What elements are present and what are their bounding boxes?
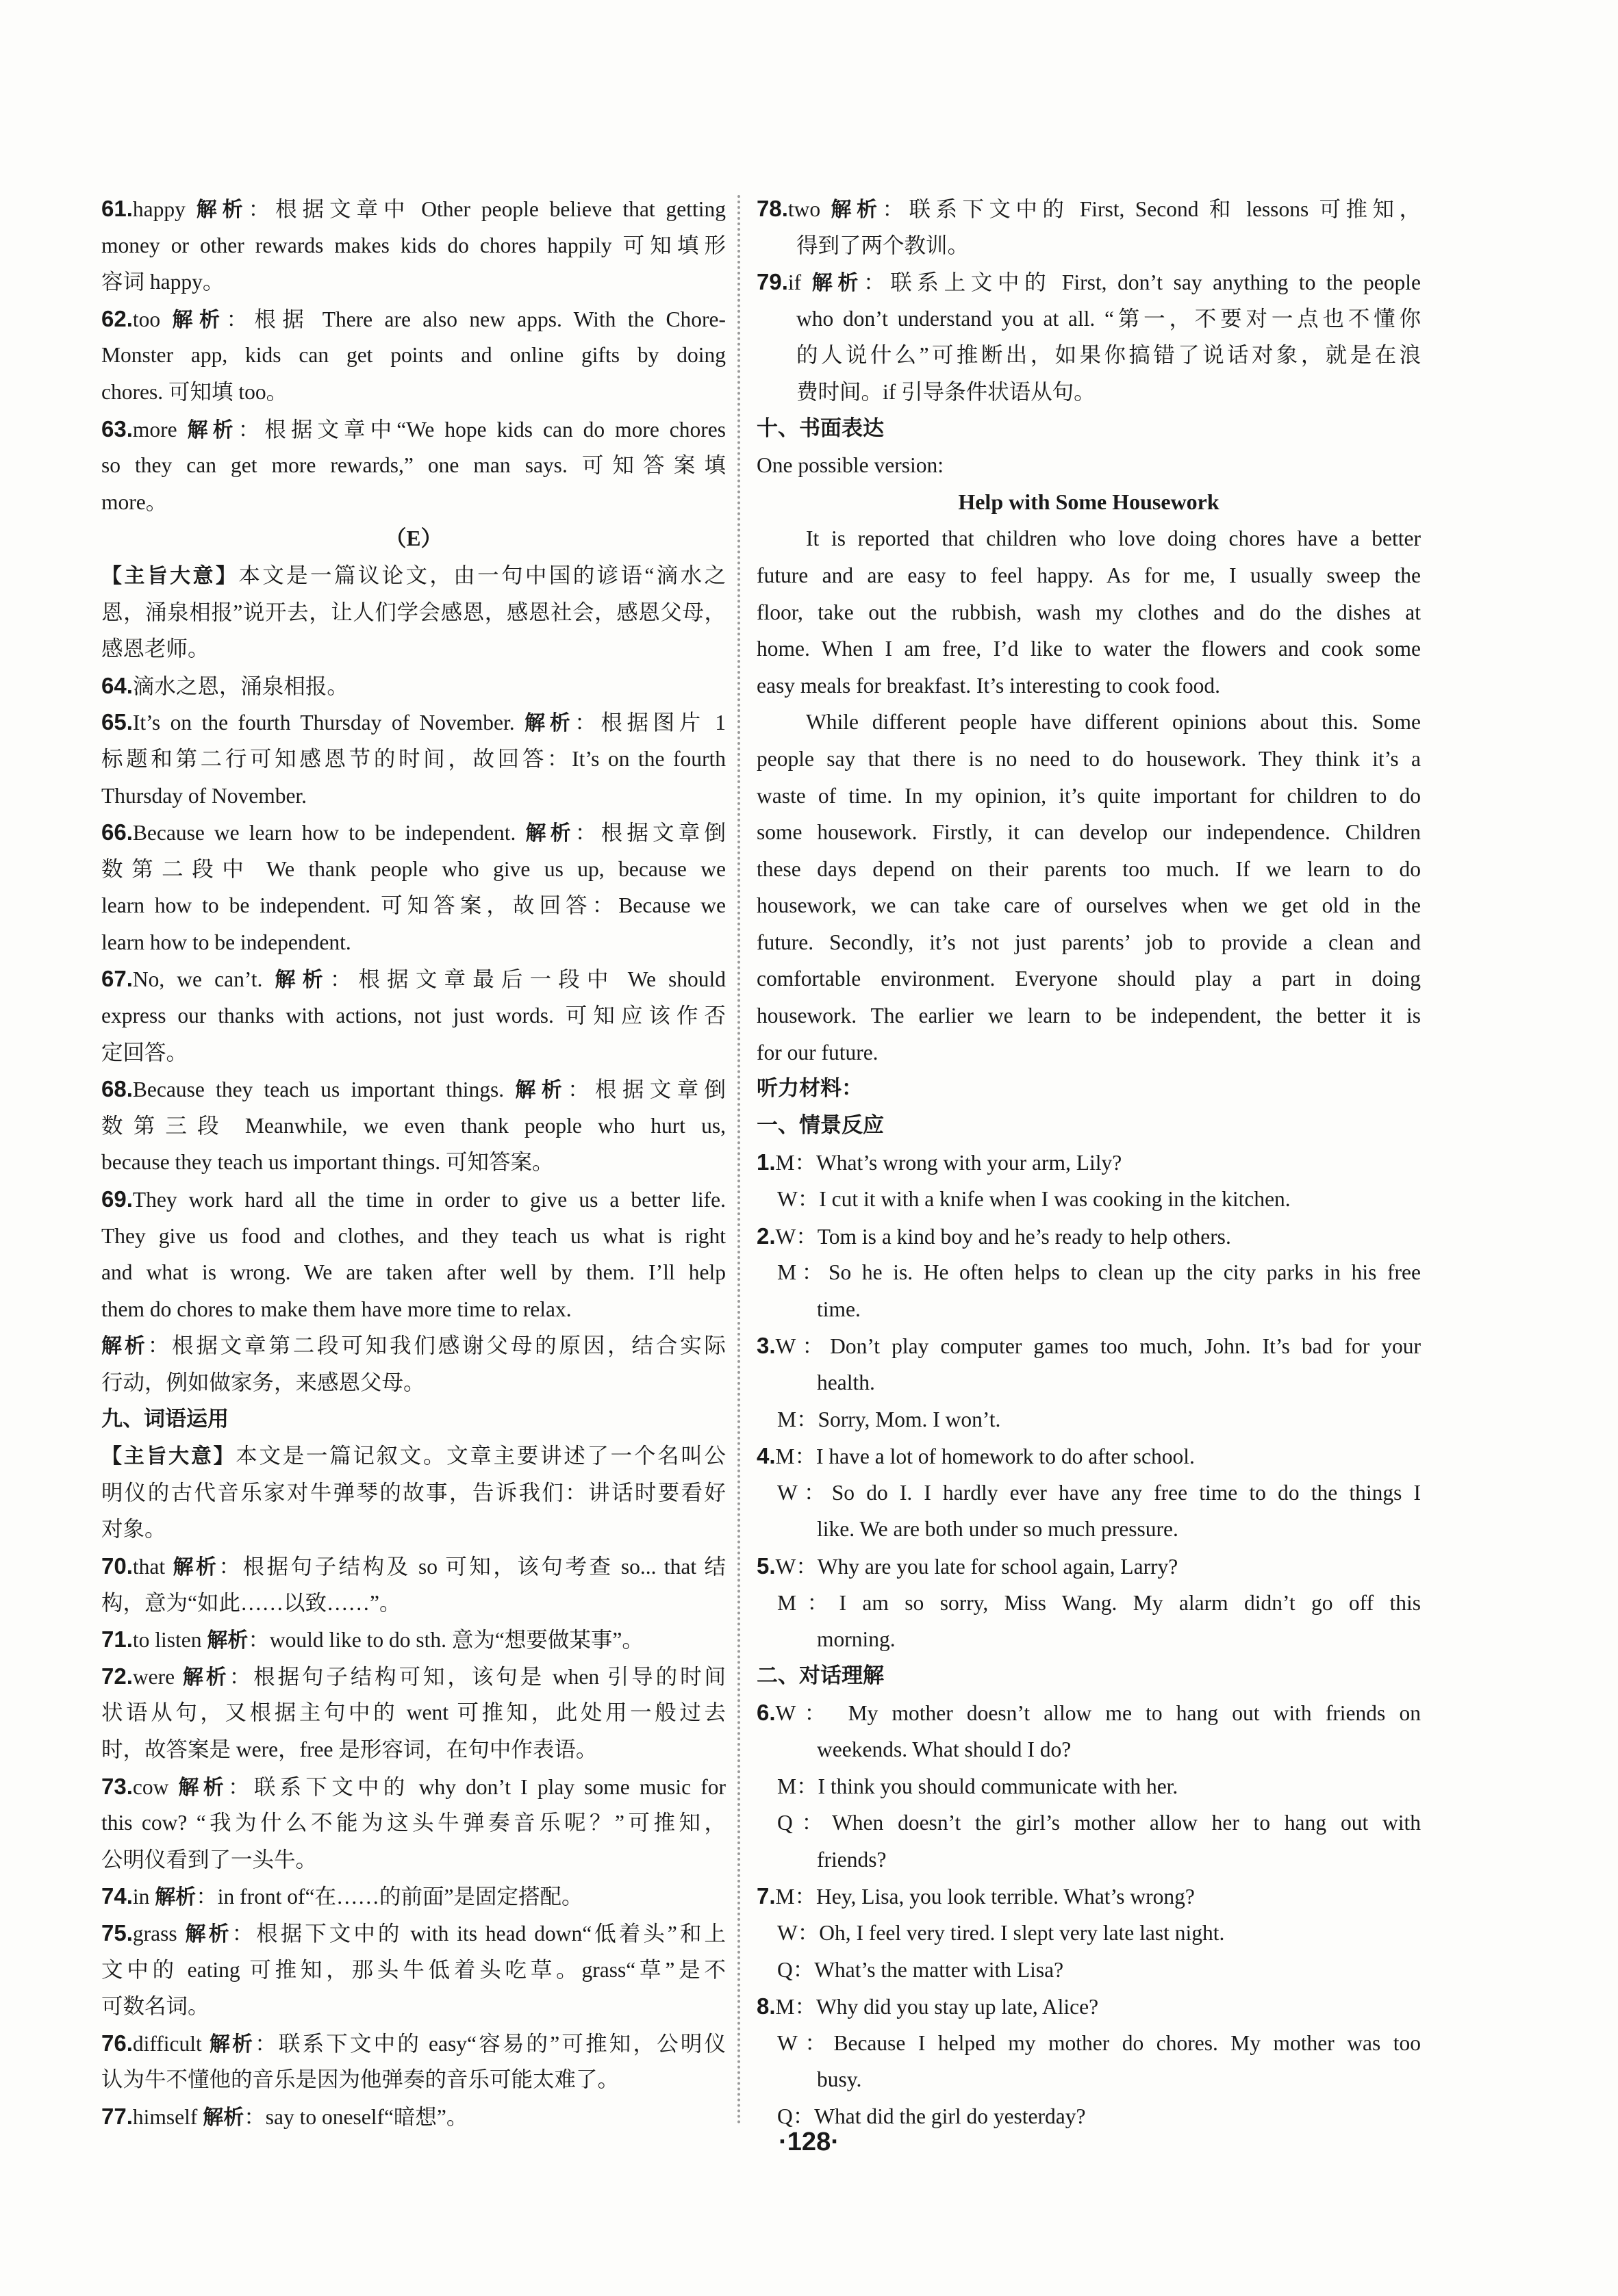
line-text: learn how to be independent. 可知答案，故回答：Because we	[101, 893, 726, 918]
line-text: people say that there is no need to do housework. They think it’s a	[757, 746, 1421, 771]
line-text: 构，意为“如此……以致……”。	[101, 1590, 401, 1615]
text-line	[757, 667, 1421, 704]
analysis-text: ：根据下文中的 with its head down“低着头”和上	[231, 1921, 726, 1946]
line-text: They work hard all the time in order to give us a better life.	[132, 1188, 726, 1212]
text-line	[757, 1731, 1421, 1768]
analysis-label: 解析	[203, 2105, 244, 2130]
text-line	[101, 520, 726, 557]
text-line	[101, 1694, 726, 1731]
analysis-label: 解析	[101, 1334, 148, 1359]
answer-item-line	[101, 190, 726, 227]
line-text: 数第三段 Meanwhile, we even thank people who hurt us,	[101, 1113, 726, 1138]
text-line	[757, 301, 1421, 337]
line-text: to listen	[132, 1628, 207, 1653]
page-number: ·128·	[779, 2128, 839, 2156]
line-text: housework. The earlier we learn to be independent, the better it is	[757, 1004, 1421, 1028]
line-text: M：I think you should communicate with her.	[777, 1774, 1178, 1798]
answer-item-line	[101, 1658, 726, 1695]
answer-item-line	[101, 960, 726, 997]
analysis-label: 解析	[515, 1078, 568, 1103]
line-text: grass	[132, 1921, 186, 1946]
item-number: 65.	[101, 709, 133, 735]
item-number: 75.	[101, 1919, 133, 1946]
answer-item-line	[757, 190, 1421, 227]
answer-item-line	[757, 1878, 1421, 1915]
answer-item-line	[757, 1438, 1421, 1475]
text-line	[101, 1144, 726, 1181]
text-line	[101, 887, 726, 924]
analysis-text: ：根据句子结构及 so 可知，该句考查 so... that 结	[218, 1554, 726, 1579]
line-text: express our thanks with actions, not just words. 可知应该作否	[101, 1004, 726, 1028]
line-text: them do chores to make them have more time to relax.	[101, 1297, 572, 1321]
line-text: 数第二段中 We thank people who give us up, because we	[101, 856, 726, 881]
text-line	[757, 1291, 1421, 1328]
text-line	[757, 1915, 1421, 1952]
answer-item-line	[101, 2025, 726, 2062]
text-line	[101, 778, 726, 815]
text-line	[101, 1364, 726, 1401]
line-text: health.	[817, 1370, 875, 1394]
text-line	[101, 1438, 726, 1475]
text-line	[101, 337, 726, 374]
item-number: 66.	[101, 819, 133, 845]
line-text: 认为牛不懂他的音乐是因为他弹奏的音乐可能太难了。	[101, 2067, 620, 2092]
answer-item-line	[101, 1621, 726, 1658]
text-line	[101, 1952, 726, 1989]
text-line	[101, 2061, 726, 2098]
text-line	[101, 1327, 726, 1364]
text-line	[101, 741, 726, 778]
answer-item-line	[101, 667, 726, 704]
text-line	[101, 1475, 726, 1511]
answer-item-line	[101, 704, 726, 741]
item-number: 8.	[757, 1993, 776, 2019]
analysis-text: ：根据文章第二段可知我们感谢父母的原因，结合实际	[147, 1334, 726, 1358]
analysis-label: 解析	[524, 711, 575, 736]
item-number: 79.	[757, 269, 788, 295]
line-text: 文中的 eating 可推知，那头牛低着头吃草。grass“草”是不	[101, 1957, 726, 1982]
item-number: 78.	[757, 196, 788, 221]
text-line	[757, 1585, 1421, 1622]
left-column	[101, 190, 726, 2134]
text-line	[757, 704, 1421, 741]
analysis-label: 解析	[209, 2032, 255, 2056]
item-number: 76.	[101, 2030, 133, 2056]
text-line	[101, 1841, 726, 1878]
line-text: were	[132, 1664, 183, 1689]
line-text: They give us food and clothes, and they teach us what is right	[101, 1223, 726, 1248]
right-column	[757, 190, 1421, 2134]
analysis-text: ：根据句子结构可知，该句是 when 引导的时间	[229, 1664, 726, 1689]
text-line	[757, 1952, 1421, 1989]
line-text: M：What’s wrong with your arm, Lily?	[775, 1151, 1122, 1175]
line-text: housework, we can take care of ourselves when we get old in the	[757, 893, 1421, 918]
item-number: 71.	[101, 1627, 133, 1653]
line-text: money or other rewards makes kids do chores happily 可知填形	[101, 233, 726, 257]
section-heading: 二、对话理解	[757, 1663, 884, 1688]
item-number: 3.	[757, 1333, 776, 1359]
answer-item-line	[101, 1181, 726, 1218]
line-text: 费时间。if 引导条件状语从句。	[796, 379, 1096, 404]
text-line	[757, 557, 1421, 594]
line-text: 状语从句，又根据主句中的 went 可推知，此处用一般过去	[101, 1700, 726, 1725]
text-line	[757, 997, 1421, 1034]
analysis-text: ：would like to do sth. 意为“想要做某事”。	[248, 1628, 644, 1653]
answer-item-line	[101, 814, 726, 851]
item-number: 61.	[101, 196, 133, 221]
item-number: 63.	[101, 416, 133, 442]
line-text: W：Don’t play computer games too much, John. It’s bad for your	[775, 1334, 1421, 1359]
text-line	[757, 2025, 1421, 2062]
text-line	[757, 887, 1421, 924]
text-line	[101, 1511, 726, 1548]
answer-item-line	[757, 1144, 1421, 1181]
analysis-text: ：根据图片 1	[574, 711, 726, 735]
text-line	[757, 1034, 1421, 1071]
line-text: M：Hey, Lisa, you look terrible. What’s wrong?	[775, 1885, 1195, 1909]
line-text: One possible version:	[757, 453, 944, 478]
section-heading: 听力材料：	[757, 1076, 863, 1101]
analysis-text: ：联系下文中的 First, Second 和 lessons 可推知，	[882, 197, 1421, 221]
analysis-label: 解析	[178, 1775, 229, 1800]
item-number: 68.	[101, 1076, 133, 1102]
line-text: time.	[817, 1297, 861, 1321]
line-text: Because they teach us important things.	[132, 1077, 516, 1102]
line-text: W：So do I. I hardly ever have any free time to do the things I	[777, 1480, 1421, 1505]
item-number: 64.	[101, 672, 133, 698]
line-text: W：Why are you late for school again, Larry?	[775, 1554, 1178, 1579]
item-number: 2.	[757, 1223, 776, 1249]
line-text: No, we can’t.	[132, 967, 275, 992]
line-text: this cow? “我为什么不能为这头牛弹奏音乐呢？”可推知，	[101, 1811, 726, 1835]
line-text: happy	[132, 197, 197, 221]
text-line	[757, 778, 1421, 815]
line-text: W：Tom is a kind boy and he’s ready to help others.	[775, 1224, 1231, 1249]
line-text: Monster app, kids can get points and online gifts by doing	[101, 343, 726, 368]
text-line	[101, 1034, 726, 1071]
analysis-label: 解析	[187, 418, 238, 442]
analysis-text: ：say to oneself“暗想”。	[244, 2104, 468, 2129]
line-text: two	[787, 197, 831, 221]
line-text: 可数名词。	[101, 1994, 210, 2019]
line-text: 标题和第二行可知感恩节的时间，故回答：It’s on the fourth	[101, 746, 726, 771]
line-text: for our future.	[757, 1040, 878, 1064]
text-line	[101, 1988, 726, 2025]
line-text: future. Secondly, it’s not just parents’ job to provide a clean and	[757, 930, 1421, 954]
answer-item-line	[101, 1915, 726, 1952]
line-text: W：Oh, I feel very tired. I slept very late last night.	[777, 1920, 1225, 1945]
item-number: 62.	[101, 305, 133, 331]
line-text: morning.	[817, 1627, 896, 1652]
text-line	[757, 374, 1421, 411]
analysis-text: ：联系下文中的 why don’t I play some music for	[228, 1774, 726, 1799]
analysis-label: 解析	[173, 1555, 219, 1579]
line-text: Q：What’s the matter with Lisa?	[777, 1957, 1064, 1982]
analysis-label: 解析	[275, 968, 330, 993]
analysis-text: ：联系上文中的 First, don’t say anything to the people	[863, 270, 1421, 295]
line-text: 本文是一篇记叙文。文章主要讲述了一个名叫公	[236, 1444, 726, 1468]
line-text: Q：What did the girl do yesterday?	[777, 2104, 1086, 2128]
item-number: 74.	[101, 1883, 133, 1909]
line-text: himself	[132, 2104, 203, 2129]
text-line	[101, 1254, 726, 1291]
text-line	[757, 1841, 1421, 1878]
text-line	[101, 1585, 726, 1622]
text-line	[757, 814, 1421, 851]
line-text: who don’t understand you at all. “第一，不要对一点也不懂你	[796, 306, 1421, 331]
line-text: because they teach us important things. 可知答案。	[101, 1150, 554, 1175]
line-text: 容词 happy。	[101, 270, 225, 294]
line-text: Thursday of November.	[101, 783, 307, 808]
text-line	[757, 520, 1421, 557]
text-line	[101, 227, 726, 264]
line-text: It’s on the fourth Thursday of November.	[132, 711, 525, 735]
text-line	[101, 374, 726, 411]
column-divider	[737, 195, 740, 2126]
answer-item-line	[101, 1878, 726, 1915]
line-text: Q：When doesn’t the girl’s mother allow her to hang out with	[777, 1811, 1421, 1835]
answer-item-line	[101, 411, 726, 448]
line-text: 定回答。	[101, 1040, 188, 1064]
section-heading: 十、书面表达	[757, 416, 884, 441]
analysis-text: ：根据 There are also new apps. With the Chore-	[226, 307, 726, 331]
analysis-label: 解析	[525, 821, 575, 846]
item-number: 4.	[757, 1443, 776, 1469]
analysis-text: ：in front of“在……的前面”是固定搭配。	[196, 1885, 583, 1909]
analysis-label: 解析	[172, 307, 227, 332]
line-text: too	[132, 307, 173, 331]
line-text: M：I am so sorry, Miss Wang. My alarm didn’t go off this	[777, 1590, 1421, 1615]
analysis-text: ：根据文章中“We hope kids can do more chores	[238, 417, 726, 442]
answer-item-line	[101, 1768, 726, 1805]
text-line	[757, 630, 1421, 667]
text-line	[101, 264, 726, 301]
line-text: these days depend on their parents too much. If we learn to do	[757, 856, 1421, 881]
text-line	[757, 1768, 1421, 1805]
line-text: 对象。	[101, 1517, 166, 1542]
line-text: 感恩老师。	[101, 637, 210, 661]
line-text: 滴水之恩，涌泉相报。	[132, 674, 349, 698]
text-line	[101, 851, 726, 888]
line-text: more。	[101, 489, 168, 514]
text-line	[757, 1475, 1421, 1511]
text-line	[101, 1108, 726, 1145]
line-text: W： My mother doesn’t allow me to hang out with friends on	[775, 1701, 1421, 1726]
analysis-text: ：根据文章倒	[574, 821, 726, 845]
line-text: friends?	[817, 1847, 887, 1872]
section-heading: 一、情景反应	[757, 1112, 884, 1138]
line-text: floor, take out the rubbish, wash my clothes and do the dishes at	[757, 600, 1421, 624]
line-text: It is reported that children who love doing chores have a better	[806, 526, 1421, 551]
item-number: 70.	[101, 1553, 133, 1579]
text-line	[757, 1364, 1421, 1401]
analysis-label: 解析	[185, 1922, 232, 1946]
line-text: W：I cut it with a knife when I was cooking in the kitchen.	[777, 1187, 1291, 1212]
analysis-label: 解析	[831, 198, 883, 222]
answer-item-line	[757, 1694, 1421, 1731]
answer-item-line	[101, 1071, 726, 1108]
line-text: M：Sorry, Mom. I won’t.	[777, 1407, 1001, 1431]
item-number: 5.	[757, 1553, 776, 1579]
line-text: weekends. What should I do?	[817, 1737, 1072, 1761]
analysis-label: 解析	[155, 1885, 197, 1910]
text-line	[757, 960, 1421, 997]
item-number: 7.	[757, 1883, 776, 1909]
text-line	[757, 1621, 1421, 1658]
item-number: 77.	[101, 2103, 133, 2129]
text-line	[101, 1291, 726, 1328]
main-idea-label: 【主旨大意】	[101, 1444, 236, 1469]
section-heading: 九、词语运用	[101, 1406, 229, 1431]
text-line	[101, 594, 726, 631]
text-line	[101, 484, 726, 521]
text-line	[757, 851, 1421, 888]
answer-item-line	[757, 1988, 1421, 2025]
line-text: While different people have different opinions about this. Some	[806, 710, 1421, 735]
answer-item-line	[101, 1548, 726, 1585]
text-line	[757, 741, 1421, 778]
line-text: learn how to be independent.	[101, 930, 351, 954]
analysis-label: 解析	[182, 1665, 229, 1689]
text-line	[757, 337, 1421, 374]
text-line	[101, 1731, 726, 1768]
line-text: M：I have a lot of homework to do after school.	[775, 1444, 1195, 1469]
line-text: chores. 可知填 too。	[101, 379, 288, 404]
line-text: busy.	[817, 2067, 862, 2092]
text-line	[101, 1804, 726, 1841]
text-line	[757, 1804, 1421, 1841]
line-text: like. We are both under so much pressure.	[817, 1517, 1178, 1542]
line-text: Because we learn how to be independent.	[132, 821, 526, 845]
text-line	[757, 1401, 1421, 1438]
line-text: （E）	[384, 526, 442, 551]
text-line	[757, 2061, 1421, 2098]
line-text: M：Why did you stay up late, Alice?	[775, 1995, 1099, 2019]
line-text: home. When I am free, I’d like to water the flowers and cook some	[757, 637, 1421, 661]
essay-title: Help with Some Housework	[958, 489, 1219, 514]
line-text: more	[132, 417, 188, 442]
line-text: 明仪的古代音乐家对牛弹琴的故事，告诉我们：讲话时要看好	[101, 1480, 726, 1505]
line-text: 时，故答案是 were，free 是形容词，在句中作表语。	[101, 1737, 598, 1761]
text-line	[757, 1511, 1421, 1548]
line-text: 本文是一篇议论文，由一句中国的谚语“滴水之	[238, 563, 726, 587]
item-number: 1.	[757, 1149, 776, 1175]
text-line	[757, 447, 1421, 484]
line-text: 恩，涌泉相报”说开去，让人们学会感恩，感恩社会，感恩父母，	[101, 600, 726, 624]
line-text: so they can get more rewards,” one man says. 可知答案填	[101, 453, 726, 478]
answer-item-line	[757, 264, 1421, 301]
text-line	[757, 924, 1421, 961]
line-text: and what is wrong. We are taken after well by them. I’ll help	[101, 1260, 726, 1285]
item-number: 72.	[101, 1663, 133, 1689]
text-line	[757, 1254, 1421, 1291]
line-text: W：Because I helped my mother do chores. My mother was too	[777, 2030, 1421, 2055]
text-line	[757, 594, 1421, 631]
line-text: future and are easy to feel happy. As for me, I usually sweep the	[757, 563, 1421, 587]
text-line	[101, 447, 726, 484]
analysis-text: ：根据文章倒	[568, 1077, 726, 1102]
line-text: cow	[132, 1774, 179, 1799]
line-text: M：So he is. He often helps to clean up the city parks in his free	[777, 1260, 1421, 1285]
line-text: 公明仪看到了一头牛。	[101, 1847, 318, 1872]
analysis-label: 解析	[207, 1629, 249, 1653]
line-text: 得到了两个教训。	[796, 233, 970, 257]
line-text: that	[132, 1554, 173, 1579]
line-text: some housework. Firstly, it can develop our independence. Children	[757, 820, 1421, 845]
text-line	[757, 227, 1421, 264]
text-line	[101, 557, 726, 594]
answer-item-line	[757, 1327, 1421, 1364]
line-text: 的人说什么”可推断出，如果你搞错了说话对象，就是在浪	[796, 343, 1421, 368]
answer-item-line	[757, 1218, 1421, 1255]
item-number: 67.	[101, 966, 133, 992]
line-text: easy meals for breakfast. It’s interesting to cook food.	[757, 673, 1221, 698]
item-number: 69.	[101, 1186, 133, 1212]
item-number: 73.	[101, 1773, 133, 1799]
text-line	[101, 924, 726, 961]
text-line	[101, 1218, 726, 1255]
analysis-label: 解析	[811, 271, 864, 296]
text-line	[101, 997, 726, 1034]
analysis-text: ：根据文章中 Other people believe that getting	[248, 197, 726, 221]
line-text: difficult	[132, 2031, 210, 2056]
analysis-text: ：联系下文中的 easy“容易的”可推知，公明仪	[255, 2031, 726, 2056]
analysis-text: ：根据文章最后一段中 We should	[329, 967, 726, 992]
text-line	[101, 630, 726, 667]
main-idea-label: 【主旨大意】	[101, 563, 239, 588]
analysis-label: 解析	[196, 198, 249, 222]
line-text: comfortable environment. Everyone should play a part in doing	[757, 967, 1421, 991]
item-number: 6.	[757, 1700, 776, 1726]
answer-item-line	[757, 1548, 1421, 1585]
line-text: waste of time. In my opinion, it’s quite important for children to do	[757, 783, 1421, 808]
line-text: if	[787, 270, 812, 295]
line-text: in	[132, 1885, 155, 1909]
answer-item-line	[101, 301, 726, 337]
line-text: 行动，例如做家务，来感恩父母。	[101, 1370, 425, 1394]
text-line	[757, 1181, 1421, 1218]
